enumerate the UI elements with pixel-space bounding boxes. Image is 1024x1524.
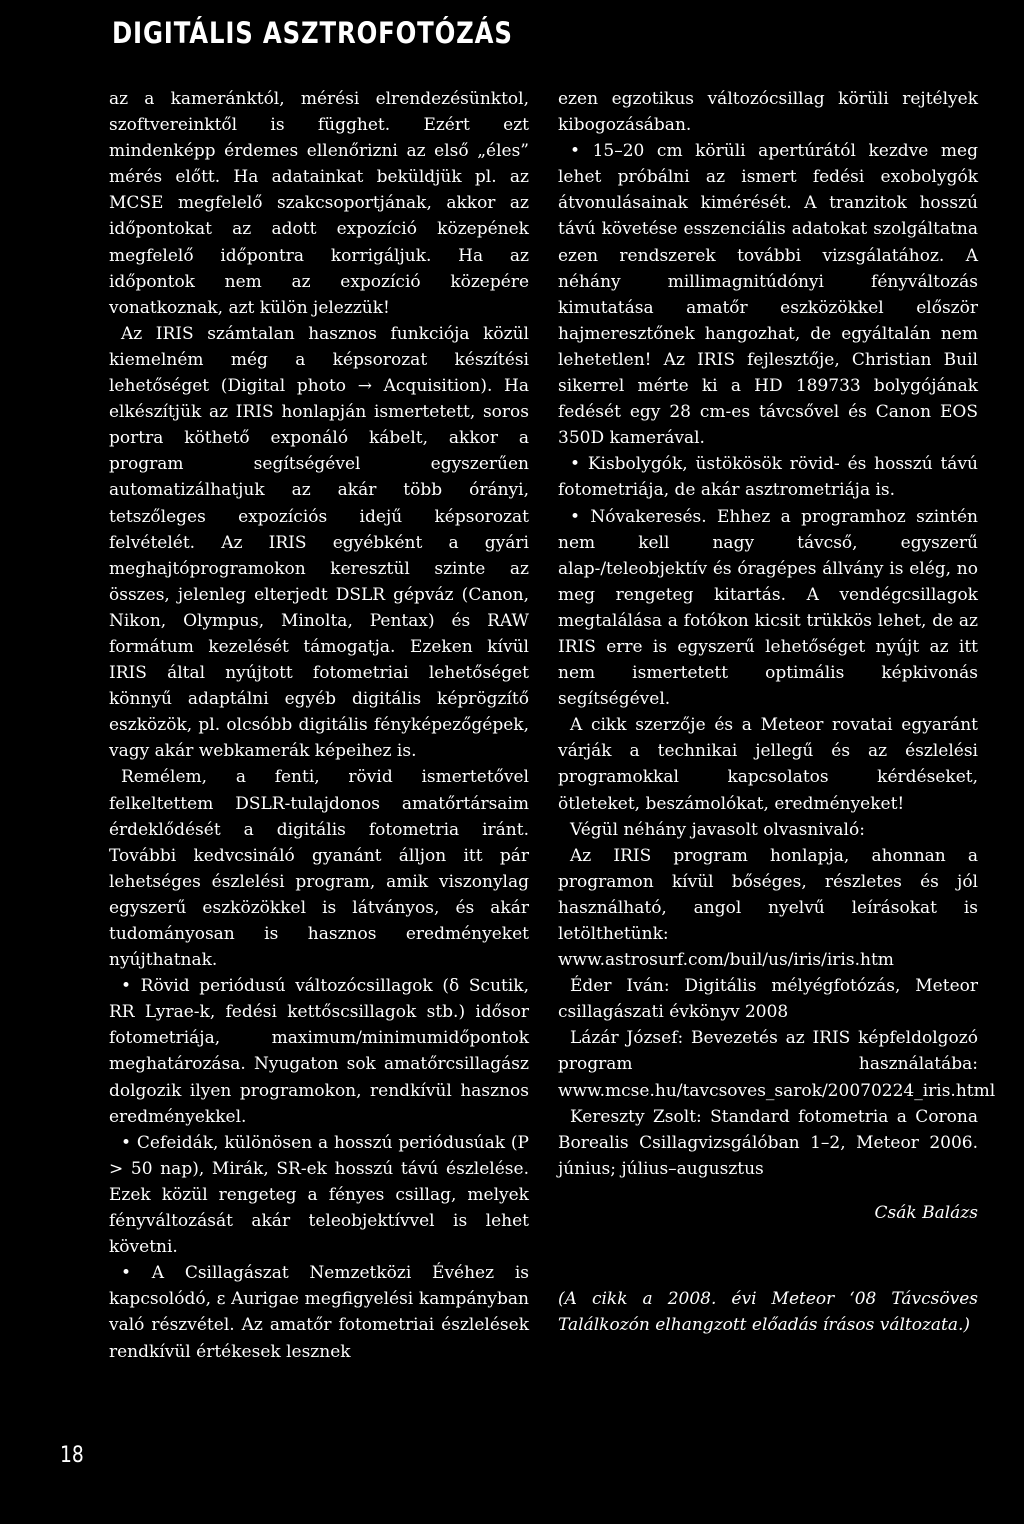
paragraph: az a kameránktól, mérési elrendezésünktol, szoftvereinktől is függhet. Ezért ezt mindenképp érdemes ellenőrizni az első „éles” mérés előtt. Ha adatainkat beküldjük pl. az MCSE megfelelő szakcsoportjának, akkor az időpontokat az adott expozíció közepének megfelelő időpontra korrigáljuk. Ha az időpontok nem az expozíció közepére vonatkoznak, azt külön jelezzük! xyxy=(109,89,529,318)
bullet-paragraph: • 15–20 cm körüli apertúrától kezdve meg lehet próbálni az ismert fedési exobolygók átvonulásainak kimérését. A tranzitok hosszú távú követése esszenciális adatokat szolgáltatna ezen rendszerek további vizsgálatához. A néhány millimagnitúdónyi fényváltozás kimutatása amatőr eszközökkel először hajmeresztőnek hangozhat, de egyáltalán nem lehetetlen! Az IRIS fejlesztője, Christian Buil sikerrel mérte ki a HD 189733 bolygójának fedését egy 28 cm-es távcsővel és Canon EOS 350D kamerával. xyxy=(558,141,978,449)
left-text-column xyxy=(109,86,529,1365)
paragraph: A cikk szerzője és a Meteor rovatai egyaránt várják a technikai jellegű és az észlelési programokkal kapcsolatos kérdéseket, ötleteket, beszámolókat, eredményeket! xyxy=(558,715,978,814)
bullet-paragraph: • Cefeidák, különösen a hosszú periódusúak (P > 50 nap), Mirák, SR-ek hosszú távú észlelése. Ezek közül rengeteg a fényes csillag, melyek fényváltozását akár teleobjektívvel is lehet követni. xyxy=(109,1132,529,1258)
author-signature: Csák Balázs xyxy=(874,1202,978,1223)
page-number: 18 xyxy=(60,1443,84,1468)
reference-item: Éder Iván: Digitális mélyégfotózás, Meteor csillagászati évkönyv 2008 xyxy=(558,976,978,1023)
right-text-column xyxy=(558,86,996,1338)
bullet-paragraph: • Kisbolygók, üstökösök rövid- és hosszú távú fotometriája, de akár asztrometriája is. xyxy=(558,454,978,501)
reference-item: Az IRIS program honlapja, ahonnan a programon kívül bőséges, részletes és jól használható, angol nyelvű leírásokat is letölthetünk: www.astrosurf.com/buil/us/iris/iris.htm xyxy=(558,845,978,971)
editorial-note: (A cikk a 2008. évi Meteor ‘08 Távcsöves Találkozón elhangzott előadás írásos változata.) xyxy=(558,1289,978,1336)
bullet-paragraph: • A Csillagászat Nemzetközi Évéhez is kapcsolódó, ε Aurigae megfigyelési kampányban való részvétel. Az amatőr fotometriai észlelések rendkívül értékesek lesznek xyxy=(109,1263,529,1362)
reference-item: Kereszty Zsolt: Standard fotometria a Corona Borealis Csillagvizsgálóban 1–2, Meteor 2006. június; július–augusztus xyxy=(558,1106,978,1179)
bullet-paragraph: • Rövid periódusú változócsillagok (δ Scutik, RR Lyrae-k, fedési kettőscsillagok stb.) idősor fotometriája, maximum/minimumidőpontok meghatározása. Nyugaton sok amatőrcsillagász dolgozik ilyen programokon, rendkívül hasznos eredményekkel. xyxy=(109,976,529,1127)
paragraph: Az IRIS számtalan hasznos funkciója közül kiemelném még a képsorozat készítési lehetőséget (Digital photo → Acquisition). Ha elkészítjük az IRIS honlapján ismertetett, soros portra köthető exponáló kábelt, akkor a program segítségével egyszerűen automatizálhatjuk az akár több órányi, tetszőleges expozíciós idejű képsorozat felvételét. Az IRIS egyébként a gyári meghajtóprogramokon keresztül szinte az összes, jelenleg elterjedt DSLR gépváz (Canon, Nikon, Olympus, Minolta, Pentax) és RAW formátum kezelését támogatja. Ezeken kívül IRIS által nyújtott fotometriai lehetőséget könnyű adaptálni egyéb digitális képrögzítő eszközök, pl. olcsóbb digitális fényképezőgépek, vagy akár webkamerák képeihez is. xyxy=(109,323,529,762)
page-header-title: DIGITÁLIS ASZTROFOTÓZÁS xyxy=(112,16,513,50)
paragraph: ezen egzotikus változócsillag körüli rejtélyek kibogozásában. xyxy=(558,89,978,136)
paragraph: Végül néhány javasolt olvasnivaló: xyxy=(570,819,865,840)
bullet-paragraph: • Nóvakeresés. Ehhez a programhoz szintén nem kell nagy távcső, egyszerű alap-/teleobjektív és óragépes állvány is elég, no meg rengeteg kitartás. A vendégcsillagok megtalálása a fotókon kicsit trükkös lehet, de az IRIS erre is egyszerű lehetőséget nyújt az itt nem ismertetett optimális képkivonás segítségével. xyxy=(558,506,978,710)
reference-item: Lázár József: Bevezetés az IRIS képfeldolgozó program használatába: www.mcse.hu/tavcsoves_sarok/20070224_iris.html xyxy=(558,1028,996,1101)
paragraph: Remélem, a fenti, rövid ismertetővel felkeltettem DSLR-tulajdonos amatőrtársaim érdeklődését a digitális fotometria iránt. További kedvcsináló gyanánt álljon itt pár lehetséges észlelési program, amik viszonylag egyszerű eszközökkel is látványos, és akár tudományosan is hasznos eredményeket nyújthatnak. xyxy=(109,767,529,971)
